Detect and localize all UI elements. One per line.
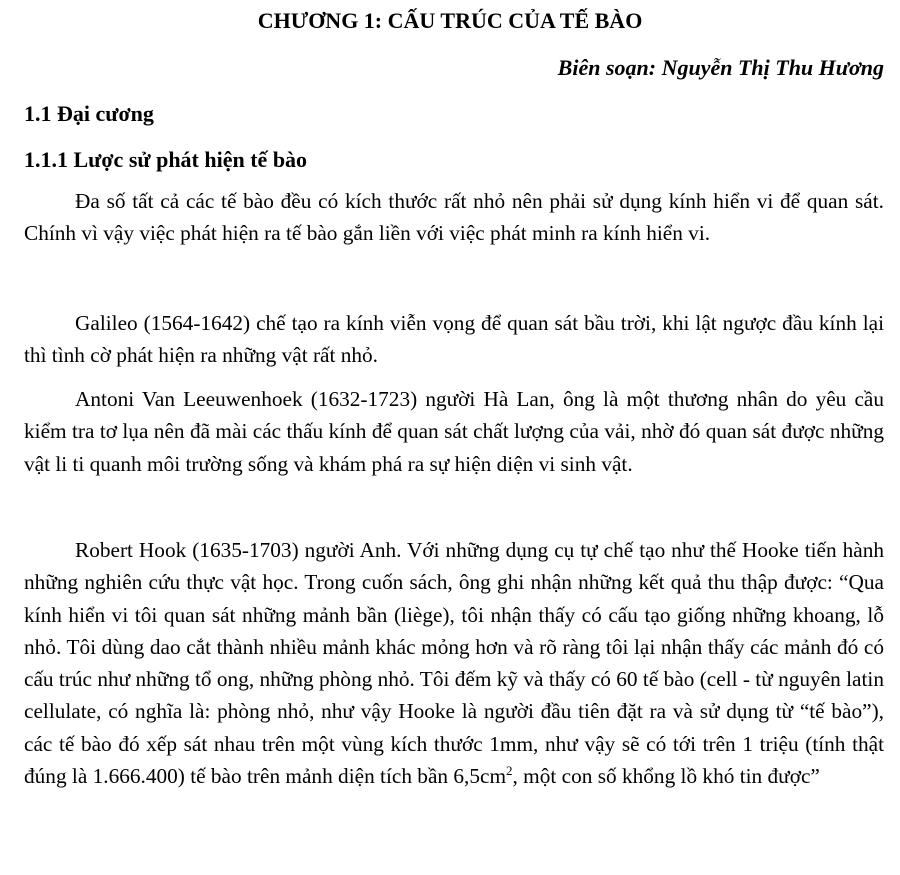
section-heading: 1.1 Đại cương xyxy=(24,101,154,126)
chapter-title: CHƯƠNG 1: CẤU TRÚC CỦA TẾ BÀO xyxy=(257,8,643,33)
paragraph: Galileo (1564-1642) chế tạo ra kính viễn vọng để quan sát bầu trời, khi lật ngược đầu kính lại thì tình cờ phát hiện ra những vật rất nhỏ. xyxy=(24,311,884,368)
paragraph-text-end: , một con số khổng lồ khó tin được” xyxy=(512,764,820,789)
author-line: Biên soạn: Nguyễn Thị Thu Hương xyxy=(557,55,884,80)
superscript: 2 xyxy=(506,762,513,778)
paragraph: Đa số tất cả các tế bào đều có kích thước rất nhỏ nên phải sử dụng kính hiển vi để quan sát. Chính vì vậy việc phát hiện ra tế bào gắn liền với việc phát minh ra kính hiển vi. xyxy=(24,189,884,246)
paragraph: Antoni Van Leeuwenhoek (1632-1723) người Hà Lan, ông là một thương nhân do yêu cầu kiểm tra tơ lụa nên đã mài các thấu kính để quan sát chất lượng của vải, nhờ đó quan sát được những vật li ti quanh môi trường sống và khám phá ra sự hiện diện vi sinh vật. xyxy=(24,387,884,476)
paragraph-text: Robert Hook (1635-1703) người Anh. Với những dụng cụ tự chế tạo như thế Hooke tiến hành những nghiên cứu thực vật học. Trong cuốn sách, ông ghi nhận những kết quả thu thập được: “Qua kính hiển vi tôi quan sát những mảnh bần (liège), tôi nhận thấy có cấu tạo giống những khoang, lỗ nhỏ. Tôi dùng dao cắt thành nhiều mảnh khác mỏng hơn và rõ ràng tôi lại nhận thấy các mảnh đó có cấu trúc như những tổ ong, những phòng nhỏ. Tôi đếm kỹ và thấy có 60 tế bào (cell - từ nguyên latin cellulate, có nghĩa là: phòng nhỏ, như vậy Hooke là người đầu tiên đặt ra và sử dụng từ “tế bào”), các tế bào đó xếp sát nhau trên một vùng kích thước 1mm, như vậy sẽ có tới trên 1 triệu (tính thật đúng là 1.666.400) tế bào trên mảnh diện tích bần 6,5cm xyxy=(24,538,884,789)
paragraph-robert-hook xyxy=(24,534,884,792)
subsection-heading: 1.1.1 Lược sử phát hiện tế bào xyxy=(24,147,308,172)
